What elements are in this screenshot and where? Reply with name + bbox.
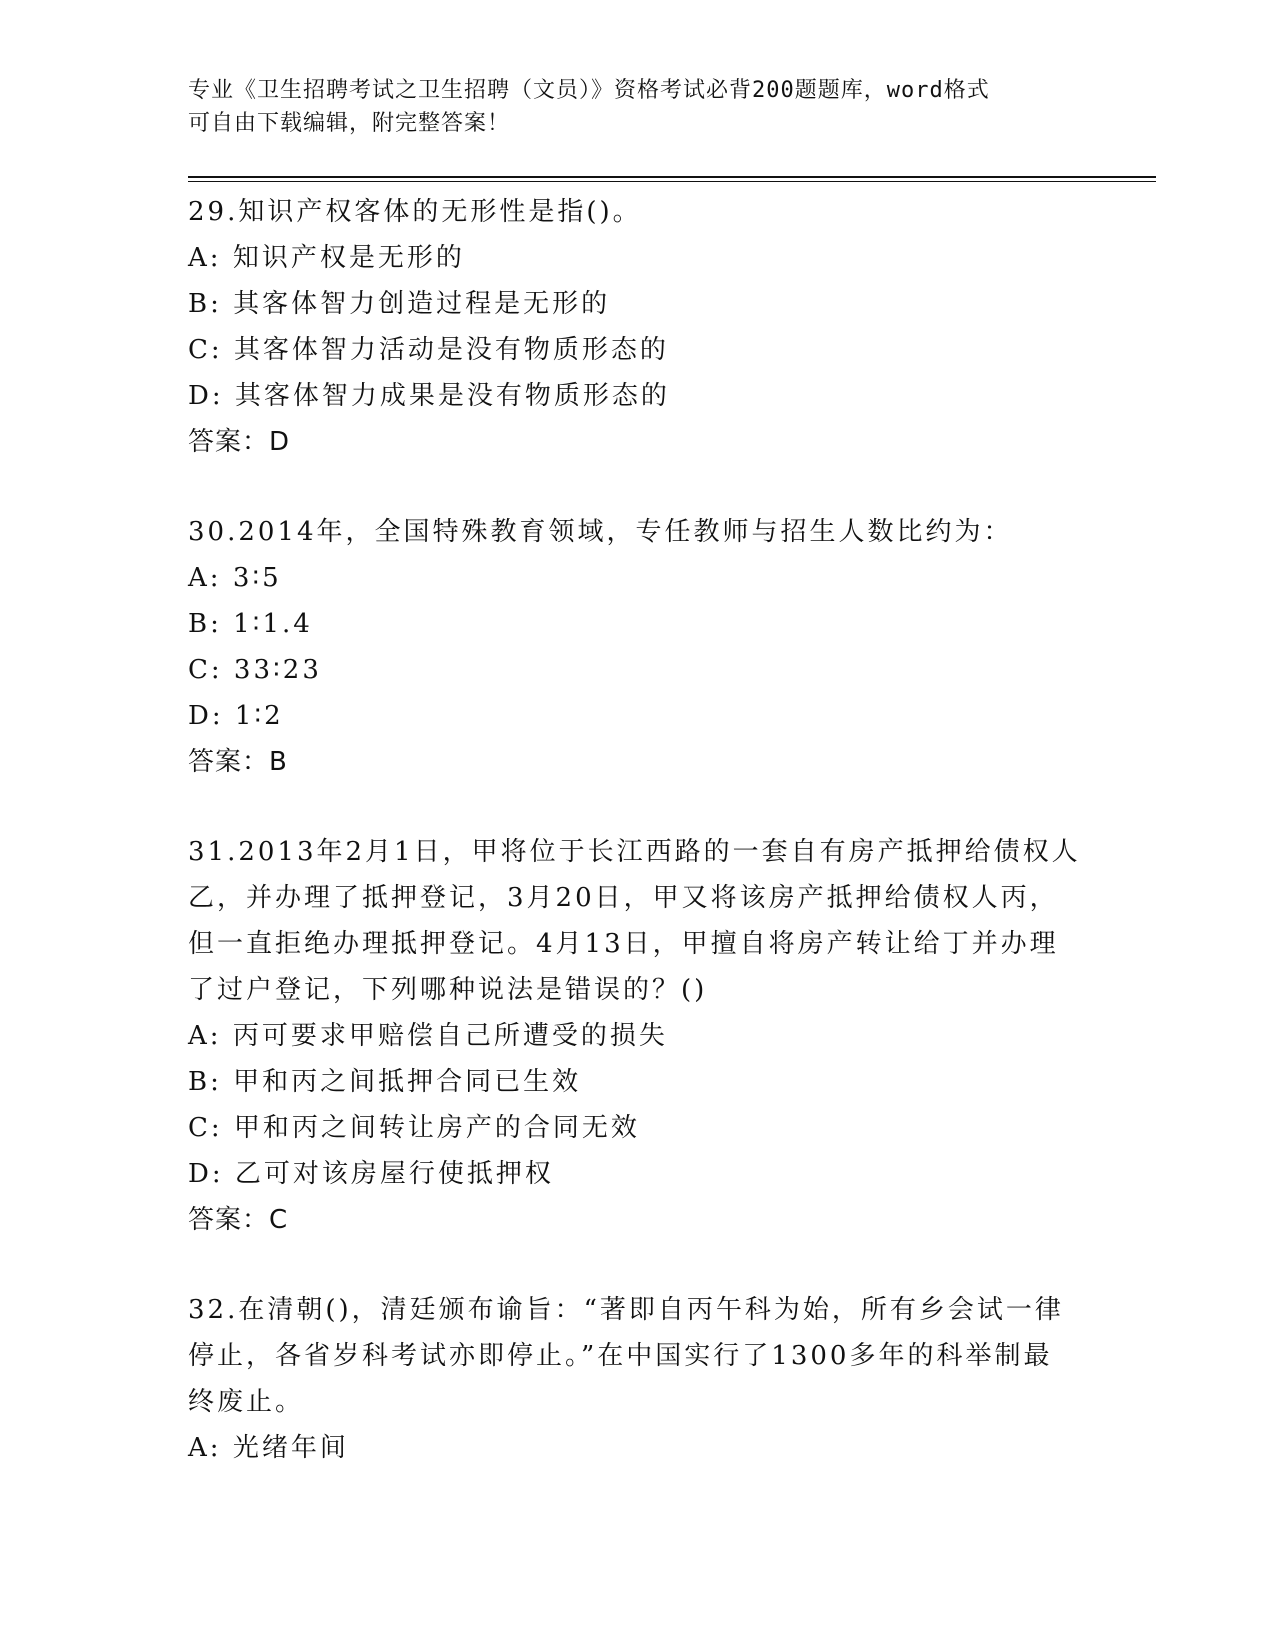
question-stem-line-2: 停止，各省岁科考试亦即停止。”在中国实行了1300多年的科举制最	[188, 1341, 1053, 1371]
option-text: 乙可对该房屋行使抵押权	[234, 1159, 554, 1189]
option-text: 光绪年间	[232, 1433, 349, 1463]
option-a	[188, 235, 1118, 281]
option-text: 其客体智力活动是没有物质形态的	[233, 335, 669, 365]
option-key: D:	[188, 381, 224, 411]
option-text: 甲和丙之间抵押合同已生效	[233, 1067, 582, 1097]
option-text: 1∶1.4	[233, 609, 313, 639]
question-29	[188, 189, 1118, 465]
question-list	[188, 189, 1118, 1515]
option-b	[188, 281, 1118, 327]
option-text: 知识产权是无形的	[232, 243, 465, 273]
option-a	[188, 1013, 1118, 1059]
option-text: 3∶5	[232, 563, 282, 593]
question-stem: 30.2014年，全国特殊教育领域，专任教师与招生人数比约为：	[188, 517, 1013, 547]
question-stem-line-2: 乙，并办理了抵押登记，3月20日，甲又将该房产抵押给债权人丙，	[188, 883, 1059, 913]
option-key: B:	[188, 1067, 222, 1097]
option-key: C:	[188, 335, 223, 365]
question-stem: 29.知识产权客体的无形性是指()。	[188, 197, 642, 227]
question-32	[188, 1287, 1118, 1471]
option-d	[188, 373, 1118, 419]
option-key: C:	[188, 1113, 223, 1143]
option-text: 丙可要求甲赔偿自己所遭受的损失	[232, 1021, 668, 1051]
answer-line: 答案：B	[188, 747, 288, 777]
option-key: B:	[188, 609, 222, 639]
answer-line: 答案：C	[188, 1205, 289, 1235]
header-line-1: 专业《卫生招聘考试之卫生招聘（文员）》资格考试必背200题题库，word格式	[188, 78, 990, 103]
option-key: A:	[188, 1021, 222, 1051]
header-line-2: 可自由下载编辑，附完整答案！	[188, 111, 511, 136]
question-stem-line-4: 了过户登记，下列哪种说法是错误的？()	[188, 975, 708, 1005]
option-c	[188, 647, 1118, 693]
answer-line: 答案：D	[188, 427, 291, 457]
header-divider-thick	[188, 176, 1156, 178]
header-divider-thin	[188, 181, 1156, 182]
option-b	[188, 1059, 1118, 1105]
option-c	[188, 1105, 1118, 1151]
option-d	[188, 693, 1118, 739]
option-a	[188, 1425, 1118, 1471]
option-c	[188, 327, 1118, 373]
option-key: A:	[188, 563, 222, 593]
question-31	[188, 829, 1118, 1243]
question-stem-line-3: 终废止。	[188, 1387, 305, 1417]
option-text: 甲和丙之间转让房产的合同无效	[233, 1113, 640, 1143]
option-text: 1∶2	[234, 701, 284, 731]
option-a	[188, 555, 1118, 601]
option-key: D:	[188, 701, 224, 731]
option-key: C:	[188, 655, 223, 685]
option-b	[188, 601, 1118, 647]
option-key: A:	[188, 243, 222, 273]
option-text: 其客体智力创造过程是无形的	[233, 289, 611, 319]
document-header	[188, 74, 1088, 140]
option-key: B:	[188, 289, 222, 319]
question-stem-line-1: 31.2013年2月1日，甲将位于长江西路的一套自有房产抵押给债权人	[188, 837, 1081, 867]
question-stem-line-3: 但一直拒绝办理抵押登记。4月13日，甲擅自将房产转让给丁并办理	[188, 929, 1059, 959]
question-stem-line-1: 32.在清朝()，清廷颁布谕旨：“著即自丙午科为始，所有乡会试一律	[188, 1295, 1064, 1325]
option-key: D:	[188, 1159, 224, 1189]
option-d	[188, 1151, 1118, 1197]
option-text: 33∶23	[233, 655, 322, 685]
question-30	[188, 509, 1118, 785]
option-text: 其客体智力成果是没有物质形态的	[234, 381, 670, 411]
option-key: A:	[188, 1433, 222, 1463]
